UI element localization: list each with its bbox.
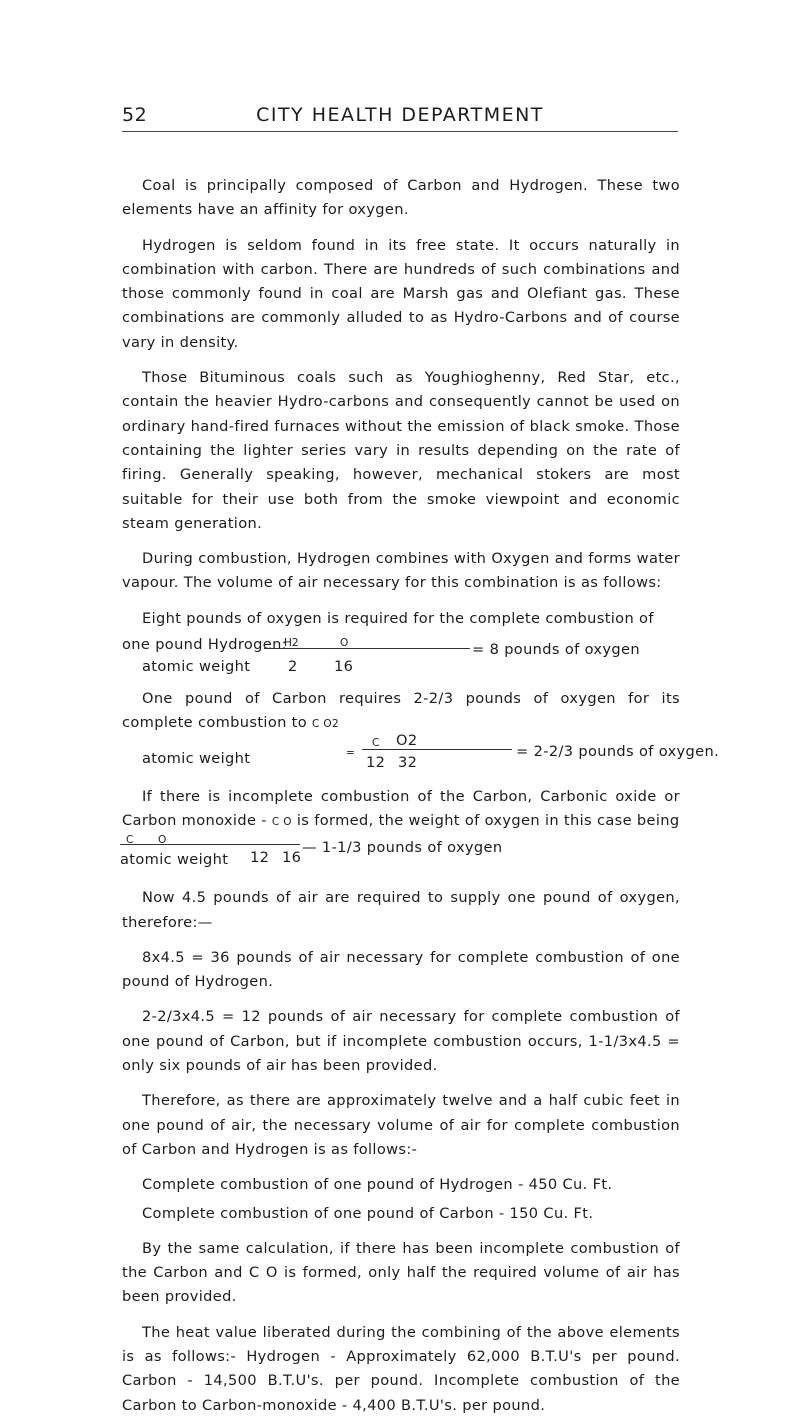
formula-bottom: 12 — [250, 849, 270, 867]
paragraph: Therefore, as there are approximately twelve and a half cubic feet in one pound of air, the necessary volume of air for complete combustion of Carbon and Hydrogen is as follows:- — [122, 1092, 680, 1158]
equation-carbon — [122, 731, 720, 781]
eq-result: = 2-2/3 pounds of oxygen. — [516, 742, 720, 760]
paragraph: 2-2/3x4.5 = 12 pounds of air necessary for complete combustion of one pound of Carbon, but if incomplete combustion occurs, 1-1/3x4.5 = only six pounds of air has been provided. — [122, 1008, 680, 1075]
eq-label: atomic weight — [120, 851, 229, 869]
paragraph: 8x4.5 = 36 pounds of air necessary for complete combustion of one pound of Hydrogen. — [122, 948, 680, 991]
formula-top: O2 — [396, 731, 418, 749]
volume-list — [122, 1173, 680, 1226]
formula-bottom: 16 — [334, 658, 354, 676]
paragraph: During combustion, Hydrogen combines with Oxygen and forms water vapour. The volume of air necessary for this combination is as follows: — [122, 550, 680, 592]
inline-formula: C O2 — [312, 718, 340, 731]
formula-top: O — [340, 637, 349, 650]
eq-result: — 1-1/3 pounds of oxygen — [302, 839, 503, 857]
eq-label: atomic weight — [142, 658, 251, 676]
paragraph: Now 4.5 pounds of air are required to supply one pound of oxygen, therefore:— — [122, 889, 680, 931]
page-number: 52 — [122, 104, 148, 126]
equation-hydrogen — [122, 631, 680, 683]
formula-bottom: 16 — [282, 849, 302, 867]
equation-carbon-monoxide — [122, 834, 680, 882]
formula-bottom: 2 — [288, 658, 298, 676]
paragraph — [122, 785, 680, 835]
formula-top: C — [126, 834, 134, 847]
eq-result: = 8 pounds of oxygen — [472, 641, 640, 659]
list-item: Complete combustion of one pound of Hydrogen - 450 Cu. Ft. — [142, 1176, 613, 1194]
eq-label: atomic weight — [142, 749, 251, 767]
formula-bottom: 12 — [366, 753, 386, 771]
paragraph-text: One pound of Carbon requires 2-2/3 pounds of oxygen for its complete combustion to — [122, 690, 680, 732]
formula-top: O — [158, 834, 167, 847]
list-item: Complete combustion of one pound of Carbon - 150 Cu. Ft. — [142, 1204, 594, 1222]
running-head: CITY HEALTH DEPARTMENT — [256, 104, 544, 126]
paragraph: Coal is principally composed of Carbon and Hydrogen. These two elements have an affinity for oxygen. — [122, 177, 680, 219]
paragraph: Eight pounds of oxygen is required for the complete combustion of — [142, 609, 654, 627]
fraction-line — [120, 844, 300, 845]
paragraph: Those Bituminous coals such as Youghioghenny, Red Star, etc., contain the heavier Hydro-carbons and consequently cannot be used on ordinary hand-fired furnaces without the emission of black smoke. Those containing the lighter series vary in results depending on the rate of firing. Generally speaking, however, mechanical stokers are most suitable for their use both from the smoke viewpoint and economic steam generation. — [122, 369, 680, 532]
inline-formula: C O — [271, 815, 292, 828]
paragraph: Hydrogen is seldom found in its free state. It occurs naturally in combination with carbon. There are hundreds of such combinations and those commonly found in coal are Marsh gas and Olefiant gas. These combinations are commonly alluded to as Hydro-Carbons and of course vary in density. — [122, 236, 680, 351]
eq-sign: = — [346, 746, 355, 759]
paragraph-text: is formed, the weight of oxygen in this case being — [296, 811, 680, 829]
paragraph: The heat value liberated during the combining of the above elements is as follows:- Hydrogen - Approximately 62,000 B.T.U's per pound. Carbon - 14,500 B.T.U's. per pound. Incomplete combustion of the Carbon to Carbon-monoxide - 4,400 B.T.U's. per pound. — [122, 1323, 680, 1414]
eq-lead: one pound Hydrogen: — [122, 636, 287, 654]
fraction-line — [264, 648, 470, 649]
page-body — [120, 174, 720, 1418]
formula-bottom: 32 — [398, 753, 418, 771]
paragraph-text: If there is incomplete combustion of the Carbon, Carbonic oxide or Carbon monoxide - — [122, 787, 680, 829]
paragraph: By the same calculation, if there has been incomplete combustion of the Carbon and C O is formed, only half the required volume of air has been provided. — [122, 1239, 680, 1306]
header-rule — [122, 131, 678, 132]
fraction-line — [362, 749, 512, 750]
formula-top: H2 — [284, 637, 299, 650]
formula-top: C — [372, 736, 380, 749]
